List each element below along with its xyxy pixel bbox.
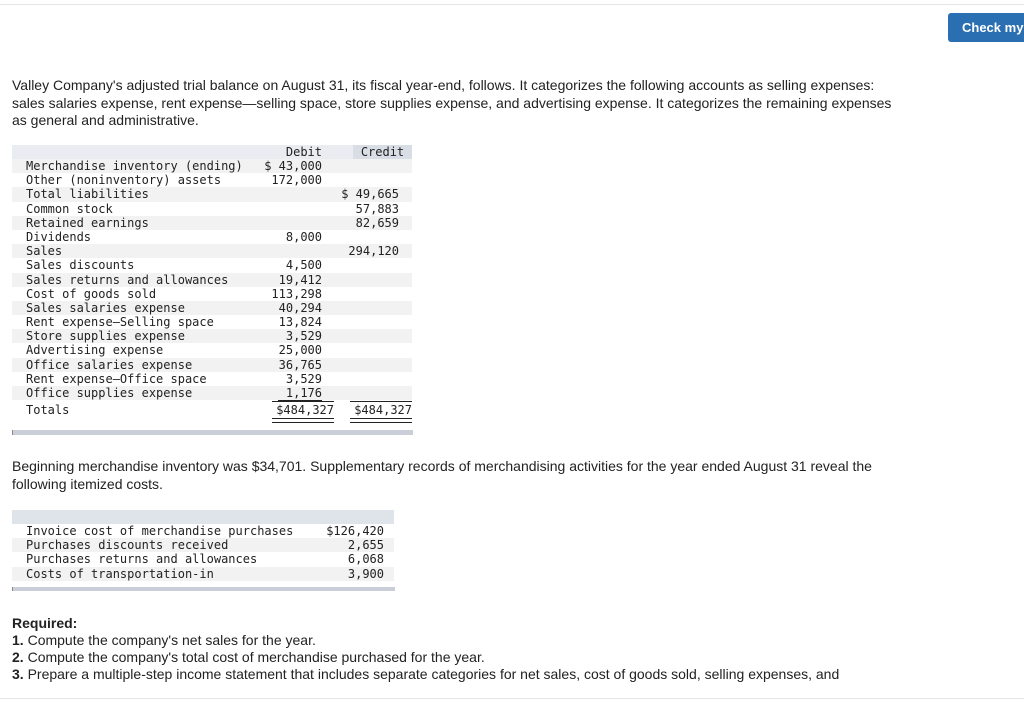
table-row [12,315,412,329]
account-name: Merchandise inventory (ending) [26,159,243,173]
totals-row [12,400,412,420]
debit-value: 8,000 [285,229,322,244]
debit-value: 1,176 [285,386,322,400]
account-name: Rent expense—Selling space [26,315,214,330]
check-my-work-button[interactable]: Check my [948,13,1024,42]
account-name: Sales returns and allowances [26,272,229,287]
account-name: Sales discounts [26,258,135,273]
account-name: Dividends [26,229,92,244]
account-name: Cost of goods sold [26,286,157,301]
account-name: Total liabilities [26,187,149,202]
debit-value: 172,000 [271,173,322,188]
totals-label: Totals [26,403,70,418]
credit-value: 82,659 [355,215,399,230]
credit-value: $ 49,665 [341,187,399,202]
totals-credit-top-rule [350,401,412,402]
account-name: Rent expense—Office space [26,371,207,386]
table-row [12,273,412,287]
cost-item-name: Purchases discounts received [26,538,229,553]
cost-item-value: $126,420 [326,524,384,538]
required-section [12,615,912,683]
table-row [12,187,412,201]
table-row [12,343,412,357]
account-name: Office supplies expense [26,386,193,400]
account-name: Sales [26,244,63,259]
cost-item-value: 3,900 [347,566,384,581]
totals-credit-double-underline [350,418,412,423]
required-item-text: Prepare a multiple-step income statement that includes separate categories for net sales, cost of goods sold, selling expenses, and [27,666,840,682]
beginning-inventory-text: Beginning merchandise inventory was $34,701. Supplementary records of merchandising activities for the year ended August 31 reveal the following itemized costs. [12,458,872,492]
required-item-text: Compute the company's total cost of merchandise purchased for the year. [27,649,485,665]
table-row [12,173,412,187]
required-title: Required: [12,615,78,631]
cost-item-name: Purchases returns and allowances [26,552,258,567]
table-row [12,372,412,386]
credit-value: 294,120 [348,244,399,259]
credit-header: Credit [353,145,412,159]
account-name: Retained earnings [26,215,149,230]
cost-item-name: Costs of transportation-in [26,566,214,581]
totals-debit-double-underline [272,418,334,423]
account-name: Office salaries expense [26,357,193,372]
supplementary-header [12,510,394,524]
table-row [12,386,412,400]
debit-value: 19,412 [278,272,322,287]
table-row [12,244,412,258]
debit-value: 36,765 [278,357,322,372]
debit-value: 25,000 [278,343,322,358]
totals-credit: $484,327 [354,403,412,418]
top-divider [0,4,1024,5]
table-row [12,216,412,230]
account-name: Store supplies expense [26,329,185,344]
trial-balance-body [12,159,412,420]
credit-value: 57,883 [355,201,399,216]
bottom-divider [0,698,1024,699]
intro-text: Valley Company's adjusted trial balance on August 31, its fiscal year-end, follows. It categorizes the following accounts as selling expenses: sales salaries expense, rent expense—selling space, store supplies expense, and advertising expense. It categorizes the remaining expenses as general and administrative. [12,77,892,128]
table-row [12,358,412,372]
required-list [12,632,912,683]
debit-value: 13,824 [278,315,322,330]
cost-item-name: Invoice cost of merchandise purchases [26,524,294,538]
account-name: Other (noninventory) assets [26,173,222,188]
totals-debit-top-rule [272,401,334,402]
cost-item-value: 6,068 [347,552,384,567]
account-name: Advertising expense [26,343,164,358]
required-item-number: 1. [12,632,24,648]
debit-value: 4,500 [285,258,322,273]
cost-item-value: 2,655 [347,538,384,553]
required-item [12,632,912,649]
supplementary-body [12,524,394,581]
required-item [12,649,912,666]
table-row [12,258,412,272]
debit-header: Debit [285,145,322,159]
table-row [12,159,412,173]
debit-value: 3,529 [285,329,322,344]
table-row [12,287,412,301]
account-name: Sales salaries expense [26,300,185,315]
table-row [12,538,394,552]
table-row [12,524,394,538]
trial-balance-header [12,145,412,159]
required-item [12,666,912,683]
table-row [12,567,394,581]
supplementary-footer-bar [12,587,395,591]
required-item-number: 2. [12,649,24,665]
table-row [12,230,412,244]
table-row [12,301,412,315]
table-row [12,202,412,216]
table-row [12,552,394,566]
required-item-number: 3. [12,666,24,682]
debit-value: 113,298 [271,286,322,301]
debit-value: 40,294 [278,300,322,315]
supplementary-table [12,510,394,581]
account-name: Common stock [26,201,113,216]
debit-value: 3,529 [285,371,322,386]
debit-value: $ 43,000 [264,159,322,173]
totals-debit: $484,327 [276,403,334,418]
table-row [12,329,412,343]
trial-balance-footer-bar [12,430,413,435]
required-item-text: Compute the company's net sales for the year. [27,632,316,648]
